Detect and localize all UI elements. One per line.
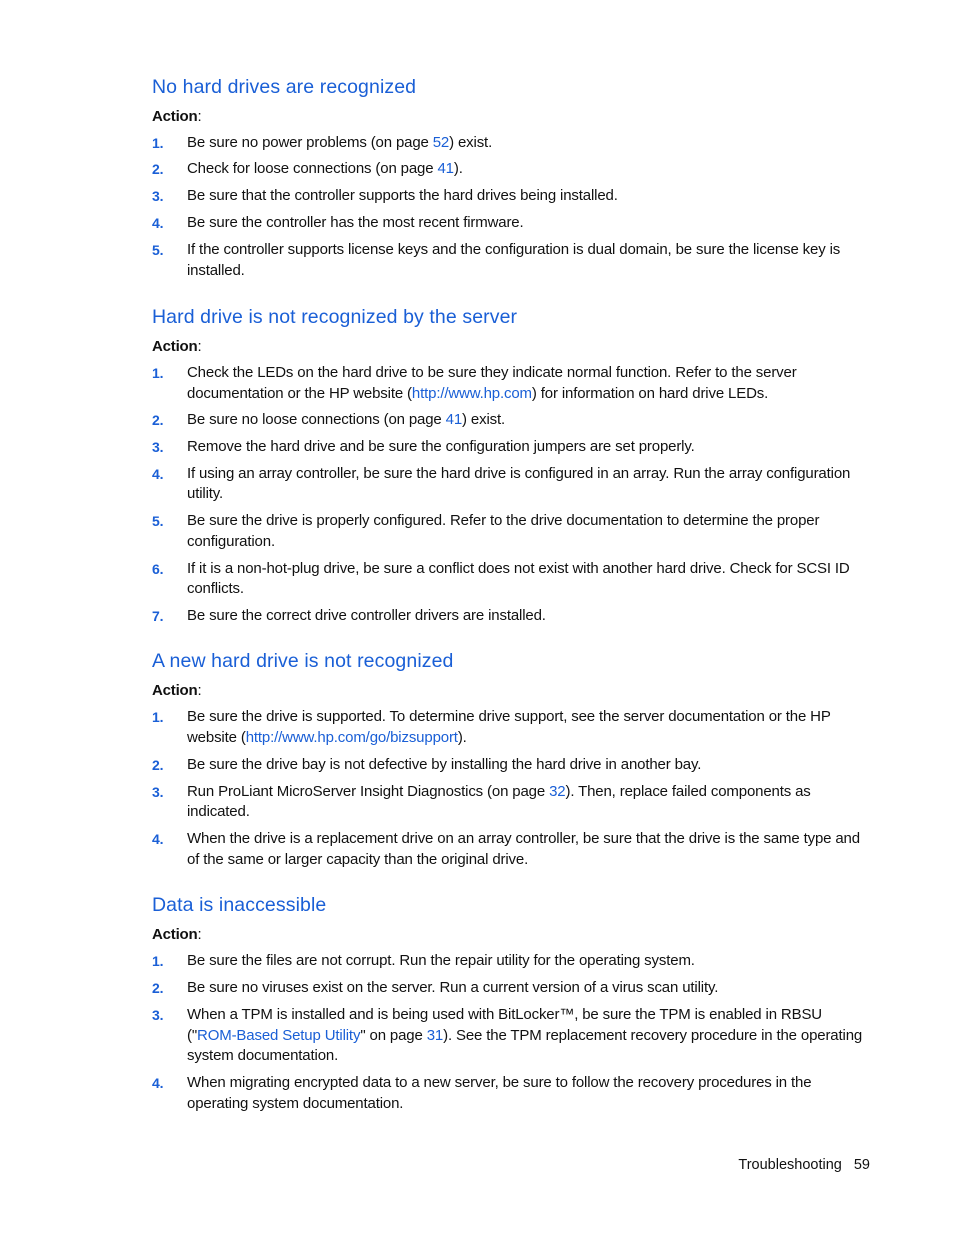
- cross-reference-link[interactable]: 31: [426, 1026, 444, 1044]
- cross-reference-link[interactable]: ROM-Based Setup Utility: [197, 1026, 361, 1044]
- list-item-text: Be sure the drive is supported. To determine drive support, see the server documentation or the HP website (http://www.hp.com/go/bizsupport).: [187, 708, 831, 746]
- list-item-text: Check for loose connections (on page 41).: [187, 160, 463, 177]
- section-not-recognized-by-server: [152, 305, 874, 627]
- list-item: [152, 951, 874, 972]
- section-heading: Hard drive is not recognized by the server: [152, 306, 518, 328]
- cross-reference-link[interactable]: 32: [549, 782, 566, 800]
- section-heading: Data is inaccessible: [152, 894, 327, 916]
- list-item-number: 2.: [152, 411, 164, 428]
- action-label: Action:: [152, 108, 202, 125]
- list-item-text: When a TPM is installed and is being used with BitLocker™, be sure the TPM is enabled in RBSU ("ROM-Based Setup Utility" on page 31). See the TPM replacement recovery procedure in the operating system documentation.: [187, 1006, 863, 1064]
- list-item-text: Be sure no loose connections (on page 41) exist.: [187, 410, 506, 428]
- list-item: [152, 159, 874, 180]
- list-item: [152, 978, 874, 999]
- list-item-text: If the controller supports license keys and the configuration is dual domain, be sure the license key is installed.: [187, 241, 841, 279]
- list-item: [152, 213, 874, 234]
- list-item-text: Be sure the drive bay is not defective by installing the hard drive in another bay.: [187, 755, 702, 773]
- list-item-number: 4.: [152, 215, 164, 231]
- list-item: [152, 511, 874, 552]
- footer-page-number: 59: [853, 1157, 870, 1173]
- list-item-number: 3.: [152, 783, 164, 800]
- list-item: [152, 755, 874, 776]
- list-item-number: 1.: [152, 135, 164, 151]
- list-item: [152, 606, 874, 627]
- list-item-text: Be sure no power problems (on page 52) exist.: [187, 134, 493, 151]
- action-label: Action:: [152, 682, 202, 699]
- list-item-number: 3.: [152, 438, 164, 455]
- action-label: Action:: [152, 338, 202, 355]
- list-item-number: 6.: [152, 560, 164, 577]
- section-new-drive-not-recognized: [152, 649, 874, 870]
- list-item-text: Remove the hard drive and be sure the configuration jumpers are set properly.: [187, 437, 695, 455]
- cross-reference-link[interactable]: 52: [432, 134, 450, 151]
- list-item-number: 5.: [152, 513, 164, 529]
- list-item: [152, 1005, 874, 1067]
- steps-list: [152, 707, 874, 870]
- list-item-number: 1.: [152, 709, 164, 725]
- cross-reference-link[interactable]: http://www.hp.com: [411, 384, 532, 402]
- section-heading: A new hard drive is not recognized: [152, 650, 454, 672]
- list-item-number: 3.: [152, 1007, 164, 1023]
- list-item-number: 1.: [152, 365, 164, 381]
- list-item-number: 2.: [152, 756, 164, 773]
- list-item-text: Be sure the controller has the most recent firmware.: [187, 214, 524, 231]
- list-item: [152, 240, 874, 281]
- list-item: [152, 186, 874, 207]
- list-item-number: 2.: [152, 980, 164, 996]
- section-heading: No hard drives are recognized: [152, 76, 417, 98]
- cross-reference-link[interactable]: 41: [445, 410, 463, 428]
- list-item-number: 2.: [152, 161, 164, 177]
- list-item-number: 4.: [152, 831, 164, 847]
- list-item: [152, 559, 874, 600]
- action-label: Action:: [152, 926, 202, 943]
- list-item-text: Run ProLiant MicroServer Insight Diagnostics (on page 32). Then, replace failed components as indicated.: [187, 782, 811, 820]
- footer-chapter: Troubleshooting: [738, 1157, 842, 1173]
- list-item-text: When migrating encrypted data to a new server, be sure to follow the recovery procedures in the operating system documentation.: [187, 1074, 812, 1112]
- list-item: [152, 782, 874, 823]
- list-item: [152, 829, 874, 870]
- list-item-text: Check the LEDs on the hard drive to be sure they indicate normal function. Refer to the server documentation or the HP website (http://www.hp.com) for information on hard drive LEDs.: [187, 364, 797, 402]
- list-item: [152, 1073, 874, 1114]
- list-item: [152, 410, 874, 431]
- cross-reference-link[interactable]: 41: [437, 160, 454, 177]
- list-item: [152, 464, 874, 505]
- steps-list: [152, 951, 874, 1114]
- list-item-number: 4.: [152, 1075, 164, 1091]
- list-item-text: If using an array controller, be sure the hard drive is configured in an array. Run the array configuration utility.: [187, 464, 851, 502]
- list-item-number: 5.: [152, 242, 164, 258]
- list-item-text: Be sure no viruses exist on the server. Run a current version of a virus scan utility.: [187, 979, 719, 996]
- list-item: [152, 437, 874, 458]
- page-footer: [738, 1157, 870, 1173]
- section-data-inaccessible: [152, 893, 874, 1114]
- steps-list: [152, 363, 874, 627]
- list-item-number: 3.: [152, 188, 164, 204]
- list-item-text: Be sure the drive is properly configured. Refer to the drive documentation to determine the proper configuration.: [187, 512, 820, 550]
- section-no-hard-drives: [152, 75, 874, 281]
- list-item-text: When the drive is a replacement drive on an array controller, be sure that the drive is the same type and of the same or larger capacity than the original drive.: [187, 830, 860, 868]
- list-item-number: 1.: [152, 953, 164, 969]
- list-item-text: Be sure the correct drive controller drivers are installed.: [187, 607, 546, 624]
- list-item-number: 4.: [152, 465, 164, 482]
- list-item: [152, 707, 874, 748]
- list-item-text: Be sure the files are not corrupt. Run the repair utility for the operating system.: [187, 952, 695, 969]
- list-item: [152, 133, 874, 154]
- list-item: [152, 363, 874, 404]
- list-item-number: 7.: [152, 608, 164, 624]
- list-item-text: Be sure that the controller supports the hard drives being installed.: [187, 187, 618, 204]
- cross-reference-link[interactable]: http://www.hp.com/go/bizsupport: [245, 728, 458, 746]
- steps-list: [152, 133, 874, 281]
- list-item-text: If it is a non-hot-plug drive, be sure a conflict does not exist with another hard drive. Check for SCSI ID conflicts.: [187, 559, 850, 597]
